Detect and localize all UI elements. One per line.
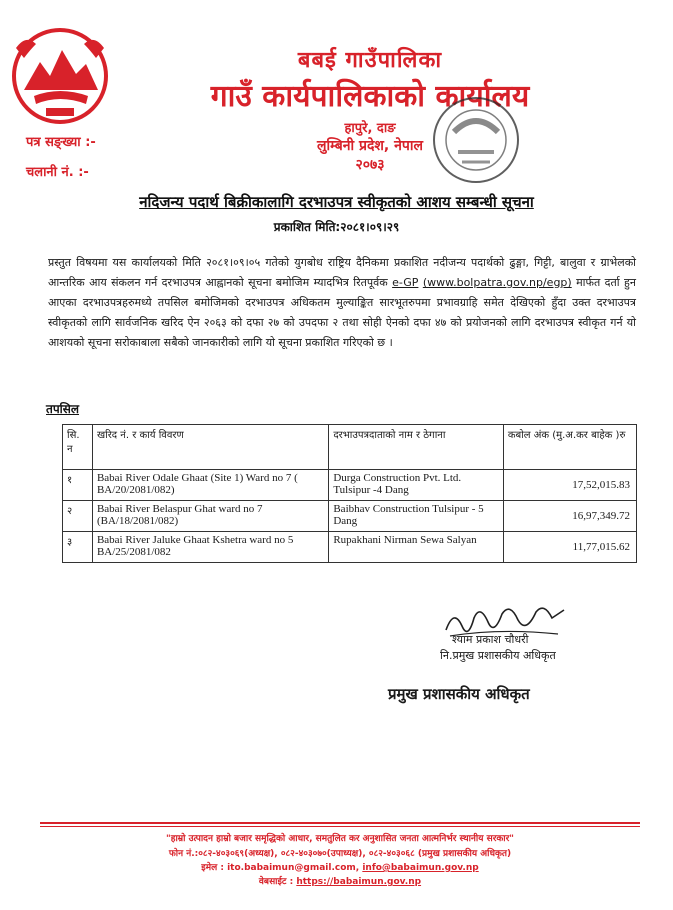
org-name: बबई गाउँपालिका — [297, 48, 443, 73]
email-link-2[interactable]: info@babaimun.gov.np — [362, 863, 479, 873]
col-header-amount: कबोल अंक (मु.अ.कर बाहेक )रु — [503, 425, 636, 470]
patra-sankhya-label: पत्र सङ्ख्या :- — [26, 135, 96, 150]
cell-amount: 11,77,015.62 — [503, 532, 636, 563]
website-link[interactable]: https://babaimun.gov.np — [296, 877, 422, 887]
footer-divider-thin — [40, 826, 640, 827]
cell-work: Babai River Odale Ghaat (Site 1) Ward no 7 ( BA/20/2081/082) — [92, 470, 328, 501]
nepal-emblem-icon — [6, 20, 114, 128]
footer-website — [40, 874, 640, 887]
notice-body — [48, 253, 636, 353]
table-row — [63, 532, 637, 563]
bid-table — [62, 424, 637, 563]
email-link-1[interactable]: ito.babaimun@gmail.com — [227, 863, 356, 873]
table-row — [63, 470, 637, 501]
signatory-name: श्याम प्रकाश चौधरी — [452, 633, 529, 646]
col-header-bidder: दरभाउपत्रदाताको नाम र ठेगाना — [329, 425, 503, 470]
cell-bidder: Durga Construction Pvt. Ltd. Tulsipur -4 Dang — [329, 470, 503, 501]
bolpatra-url[interactable]: (www.bolpatra.gov.np/egp) — [422, 276, 572, 289]
egp-link[interactable]: e-GP — [392, 276, 419, 289]
email-separator: , — [355, 863, 363, 873]
footer-email — [40, 860, 640, 873]
table-row — [63, 501, 637, 532]
signatory-role: नि.प्रमुख प्रशासकीय अधिकृत — [440, 649, 556, 662]
body-text-pre: प्रस्तुत विषयमा यस कार्यालयको मिति २०८१।०९।०५ गतेको युगबोध राष्ट्रिय दैनिकमा प्रकाशित नदीजन्य पदार्थको ढुङ्गा, गिट्टी, बालुवा र ग्राभेलको आन्तरिक आय संकलन गर्न दरभाउपत्र आह्वानको सूचना बमोजिम म्यादभित्र रितपूर्वक — [48, 256, 636, 289]
address-line-3: २०७३ — [355, 157, 385, 173]
published-date: प्रकाशित मिति:२०८१।०९।२९ — [273, 220, 400, 234]
table-header-row — [63, 425, 637, 470]
office-stamp-icon — [414, 92, 532, 196]
cell-amount: 17,52,015.83 — [503, 470, 636, 501]
body-text-post: मार्फत दर्ता हुन आएका दरभाउपत्रहरुमध्ये तपसिल बमोजिमको दरभाउपत्र अधिकतम मुल्याङ्कित सारभूतरुपमा प्रभावग्राहि समेत देखिएको हुँदा उक्त दरभाउपत्र स्वीकृतको लागि सार्वजनिक खरिद ऐन २०६३ को दफा २७ को उपदफा २ तथा सोही ऐनको दफा ४७ को प्रयोजनको लागि दरभाउपत्र स्वीकृत गर्न यो आशयको सूचना सरोकाबाला सबैको जानकारीको लागि यो सूचना प्रकाशित गरिएको छ । — [48, 276, 636, 349]
office-name: गाउँ कार्यपालिकाको कार्यालय — [210, 79, 530, 114]
footer-slogan: "हाम्रो उत्पादन हाम्रो बजार समृद्धिको आधार, समतुलित कर अनुशासित जनता आत्मनिर्भर स्थानीय सरकार" — [166, 834, 514, 844]
cell-work: Babai River Belaspur Ghat ward no 7 (BA/18/2081/082) — [92, 501, 328, 532]
cell-work: Babai River Jaluke Ghaat Kshetra ward no 5 BA/25/2081/082 — [92, 532, 328, 563]
notice-title: नदिजन्य पदार्थ बिक्रीकालागि दरभाउपत्र स्वीकृतको आशय सम्बन्धी सूचना — [139, 193, 534, 211]
cell-sn: ३ — [63, 532, 93, 563]
address-line-2: लुम्बिनी प्रदेश, नेपाल — [317, 138, 423, 154]
footer-phone: फोन नं.:०८२-४०३०६९(अध्यक्ष), ०८२-४०३०७०(उपाध्यक्ष), ०८२-४०३०६८ (प्रमुख प्रशासकीय अधिकृत) — [168, 849, 512, 859]
website-label: वेबसाईट : — [258, 877, 297, 887]
cell-bidder: Rupakhani Nirman Sewa Salyan — [329, 532, 503, 563]
cell-amount: 16,97,349.72 — [503, 501, 636, 532]
cell-sn: १ — [63, 470, 93, 501]
chalani-label: चलानी नं. :- — [26, 165, 89, 180]
email-label: इमेल : — [201, 863, 228, 873]
cell-bidder: Baibhav Construction Tulsipur - 5 Dang — [329, 501, 503, 532]
designation-stamp: प्रमुख प्रशासकीय अधिकृत — [388, 685, 530, 703]
cell-sn: २ — [63, 501, 93, 532]
col-header-sn: सि. न — [63, 425, 93, 470]
col-header-work: खरिद नं. र कार्य विवरण — [92, 425, 328, 470]
tapasil-heading: तपसिल — [46, 402, 80, 416]
address-line-1: हापुरे, दाङ — [344, 121, 396, 136]
footer-divider — [40, 822, 640, 824]
